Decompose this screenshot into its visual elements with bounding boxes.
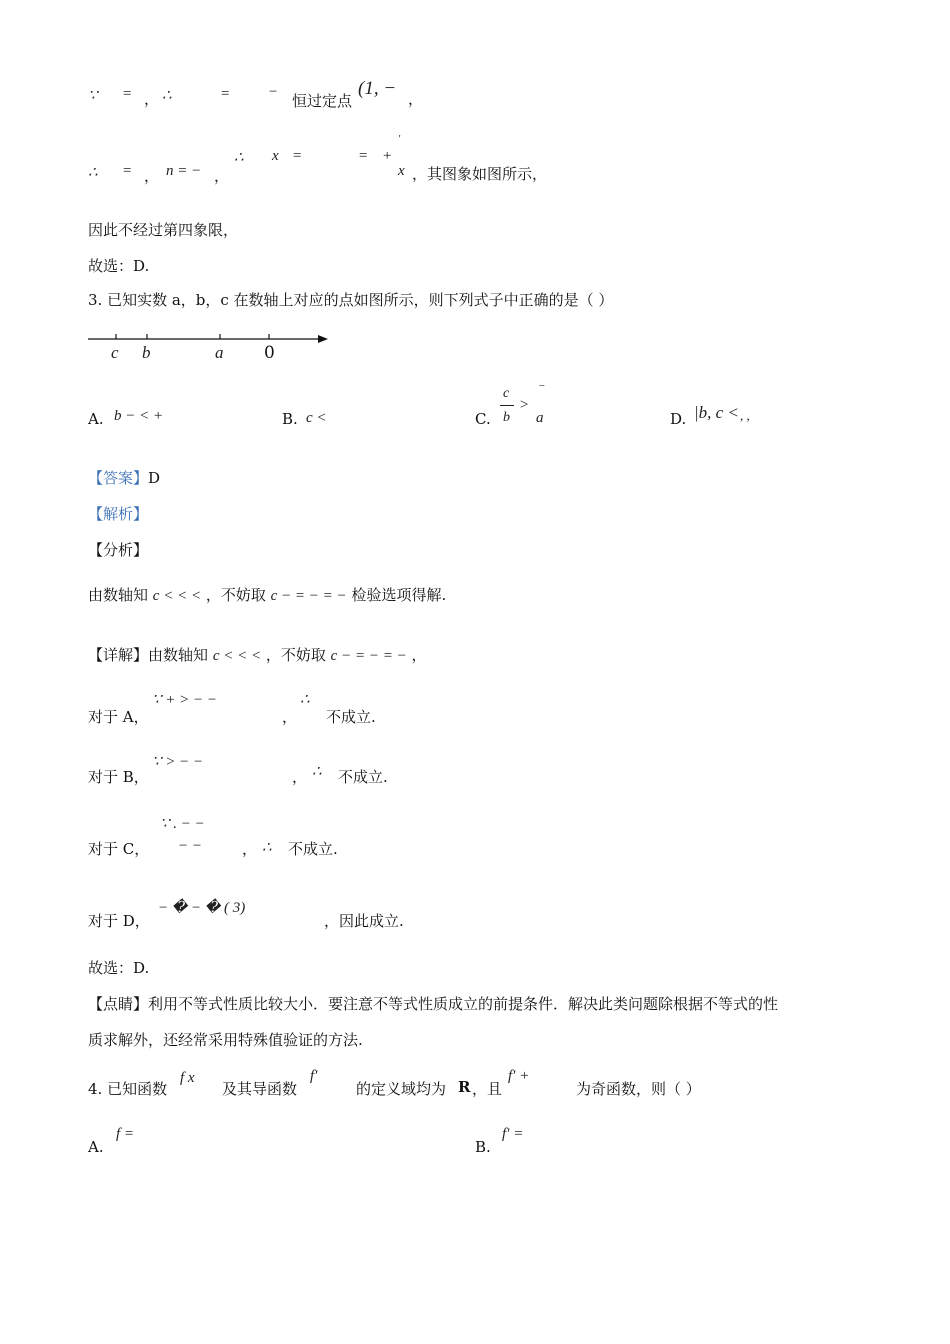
detail-text-2: ，不妨取 [265,646,326,664]
conclusion-text: 因此不经过第四象限， [88,221,239,239]
answer-value: D [148,469,161,487]
equals-sign: = [122,86,133,102]
q4-text-mid3: ，且 [472,1080,503,1098]
option-c-rhs: a [536,410,544,426]
q4-text-post: 为奇函数，则（ ） [576,1080,701,1098]
therefore-symbol: ∴ [234,150,244,166]
therefore-symbol: ∴ [312,764,322,780]
dianjing-line-1 [88,994,778,1014]
minus-sign: − [268,84,279,100]
x-variable: x [398,163,405,179]
q4-shifted-derivative: f′ + [508,1068,530,1084]
x-variable: x [272,148,279,164]
dianjing-line-2: 质求解外，还经常采用特殊值验证的方法. [88,1031,363,1049]
detail-text-1: 由数轴知 [148,646,209,664]
option-c-denominator: b [503,410,510,425]
question-3-stem: 3. 已知实数 a，b，c 在数轴上对应的点如图所示，则下列式子中正确的是（ ） [88,291,614,309]
detail-values: c − = − = − [330,648,407,664]
q4-option-a-label: A. [88,1138,104,1156]
fenxi-text-3: 检验选项得解. [351,586,447,604]
for-c-label: 对于 C， [88,840,150,858]
q4-option-b-label: B. [475,1138,491,1156]
choose-answer: 故选：D. [88,257,150,275]
for-a-label: 对于 A， [88,708,149,726]
q4-derivative: f′ [310,1068,318,1084]
q4-text-pre: 4. 已知函数 [88,1080,168,1098]
for-c-bottom: − − [178,838,202,854]
option-d-label: D. [670,410,687,428]
equals-sign: = [122,163,133,179]
detail-inequality: c < < < [212,648,262,664]
analysis-tag: 【解析】 [88,505,149,523]
option-a-expression: b − < + [114,408,164,424]
axis-label-b: b [142,343,151,362]
comma: ， [144,167,160,185]
option-b-expression: c < [306,410,327,426]
fenxi-text-2: ，不妨取 [205,586,266,604]
option-b-label: B. [282,410,298,428]
detail-text-3: ， [411,646,427,664]
therefore-symbol: ∴ [88,165,98,181]
option-c-gt: > [519,397,530,413]
option-d-tail: , , [740,408,750,423]
comma: ， [214,167,230,185]
q4-option-b-expression: f′ = [502,1126,524,1142]
therefore-symbol: ∴ [262,840,272,856]
therefore-symbol: ∴ [300,692,310,708]
axis-label-zero: 0 [264,343,275,363]
for-b-expression: ∵ > − − [152,754,204,770]
comma: ， [242,840,258,858]
because-symbol: ∵ [88,88,98,104]
fenxi-inequality: c < < < [152,588,202,604]
fixed-point-text: 恒过定点 [292,92,353,110]
for-a-expression: ∵ + > − − [152,692,218,708]
n-expression: n = − [166,163,202,179]
axis-label-a: a [215,343,224,362]
q4-real-set: R [458,1078,471,1096]
for-b-result: 不成立. [338,768,388,786]
q4-function: f x [180,1070,195,1086]
option-d-expression: |b, c < [694,403,739,422]
dianjing-text-1: 利用不等式性质比较大小．要注意不等式性质成立的前提条件．解决此类问题除根据不等式的性 [148,995,779,1013]
axis-label-c: c [111,343,119,362]
number-line-arrow [318,335,328,343]
comma: ， [408,90,424,108]
equals-sign: = [358,148,369,164]
for-d-expression: − � − � ( 3) [158,900,246,916]
comma: ， [144,90,160,108]
plus-sign: + [382,148,393,164]
q4-text-mid2: 的定义域均为 [356,1080,447,1098]
for-a-result: 不成立. [326,708,376,726]
option-a-label: A. [88,410,104,428]
for-d-result: ，因此成立. [324,912,404,930]
q4-text-mid: 及其导函数 [222,1080,298,1098]
fraction-bar [500,405,514,406]
for-c-top: ∵ . − − [160,816,205,832]
for-c-result: 不成立. [288,840,338,858]
fixed-point: (1, − [358,78,397,99]
for-b-label: 对于 B， [88,768,149,786]
answer-line [88,468,160,488]
for-d-label: 对于 D， [88,912,150,930]
fenxi-tag: 【分析】 [88,541,149,559]
comma: ， [292,768,308,786]
answer-tag: 【答案】 [88,469,149,487]
option-c-label: C. [475,410,491,428]
option-c-rhs-top: − [538,380,546,392]
comma: ， [282,708,298,726]
detail-line [88,645,427,666]
detail-tag: 【详解】 [88,646,149,664]
fenxi-line [88,585,446,606]
option-c-numerator: c [503,386,510,401]
graph-description: ，其图象如图所示， [412,165,548,183]
equals-sign: = [292,148,303,164]
therefore-symbol: ∴ [162,88,172,104]
number-line [80,326,340,366]
fenxi-values: c − = − = − [270,588,347,604]
dianjing-tag: 【点睛】 [88,995,149,1013]
choose-answer-2: 故选：D. [88,959,150,977]
tick-mark: ' [398,134,401,145]
fenxi-text-1: 由数轴知 [88,586,149,604]
equals-sign: = [220,86,231,102]
q4-option-a-expression: f = [116,1126,135,1142]
